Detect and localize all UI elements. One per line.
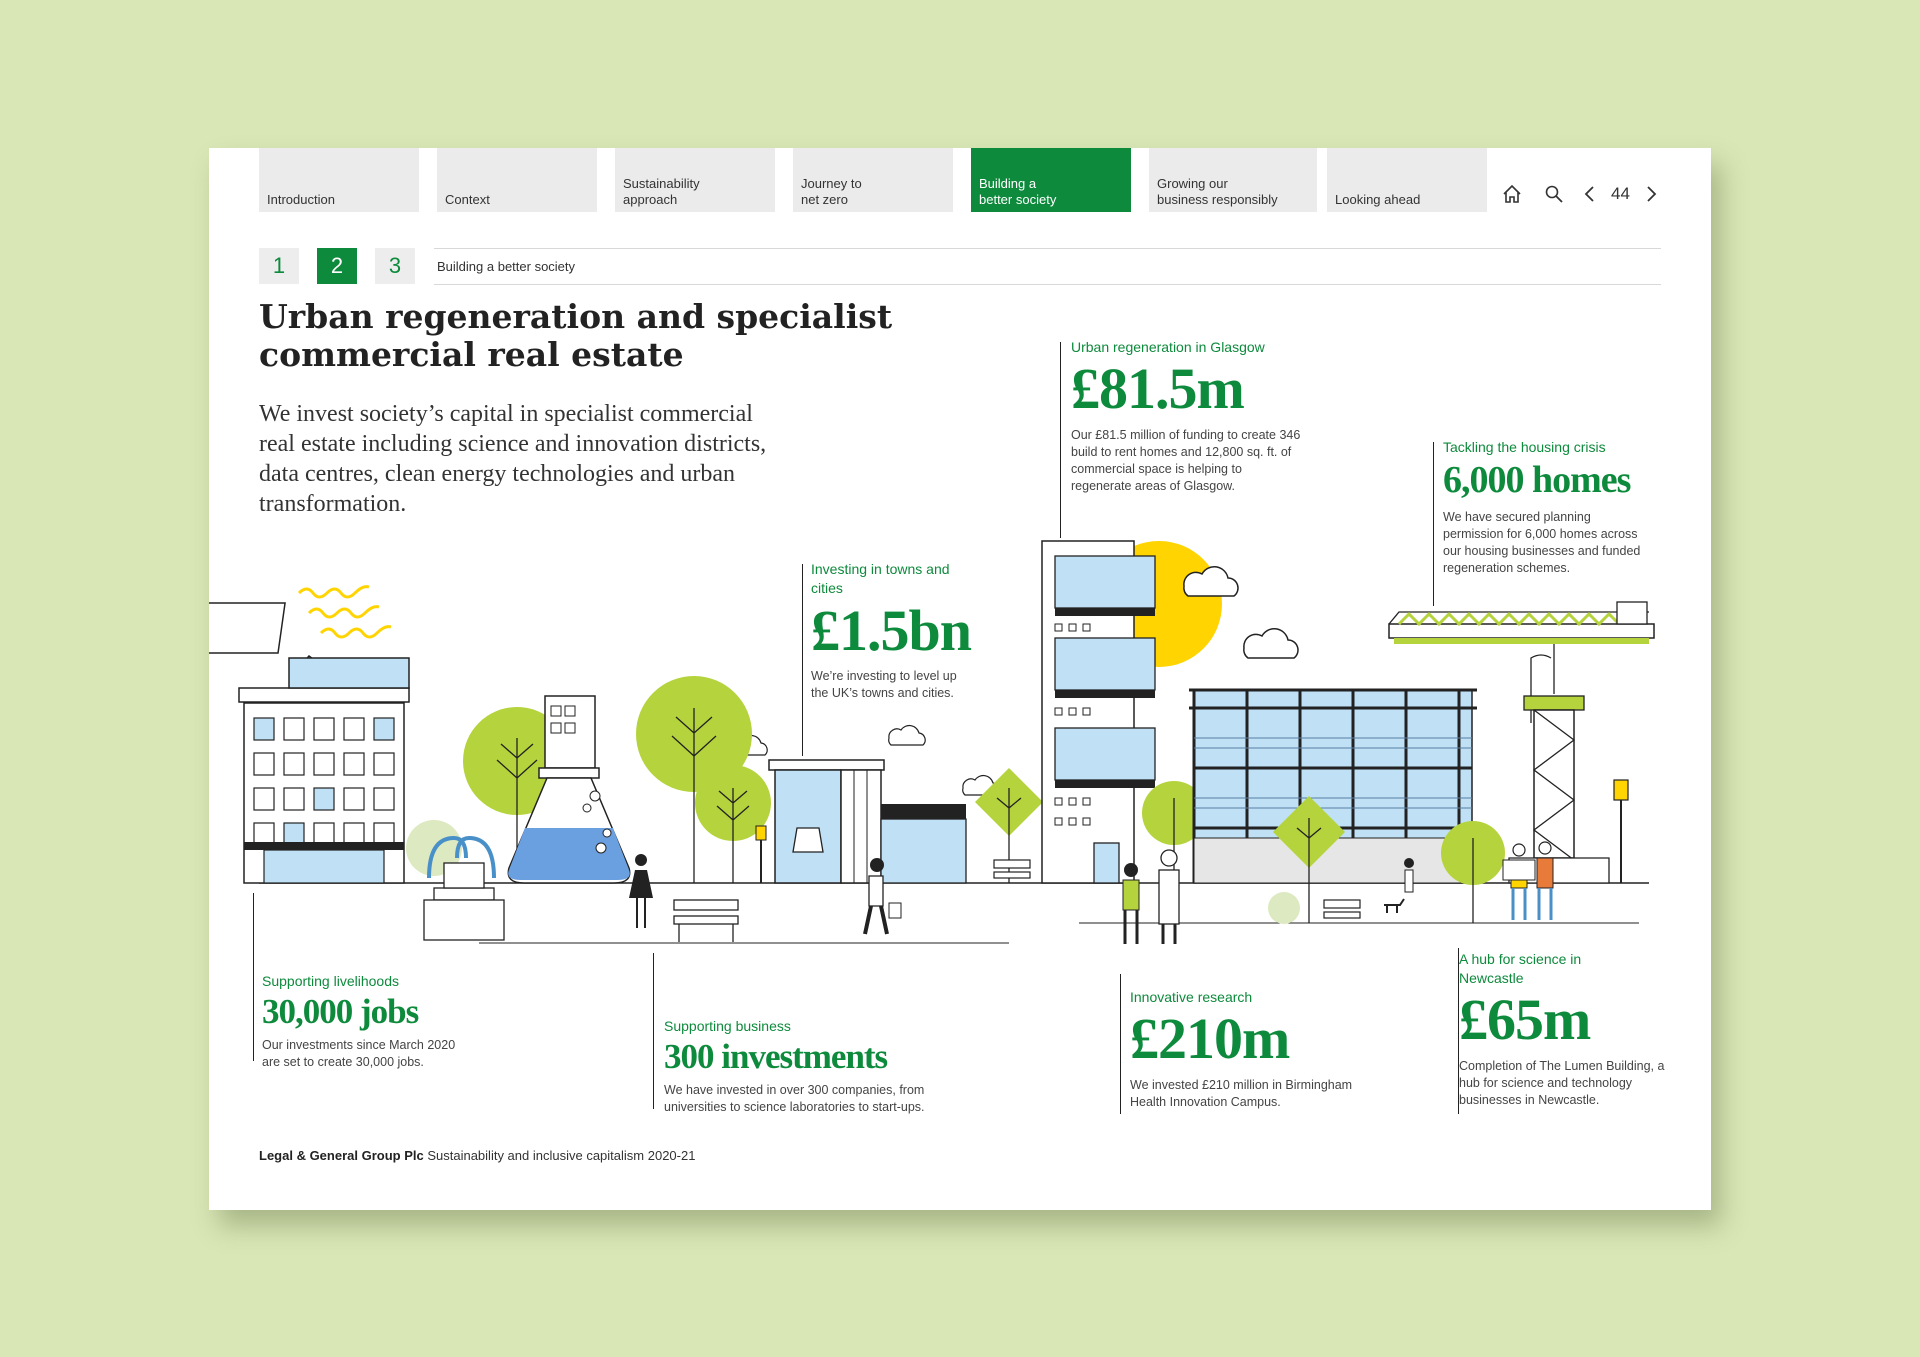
stat-label: Investing in towns and cities <box>811 561 950 596</box>
stat-label: A hub for science in Newcastle <box>1459 951 1582 986</box>
stat-value: £81.5m <box>1071 356 1244 421</box>
tree-illustration <box>1441 821 1505 923</box>
stat-value: 30,000 jobs <box>262 992 419 1031</box>
tab-label: Looking ahead <box>1335 192 1421 207</box>
bench-illustration <box>994 860 1030 878</box>
cloud-icon <box>889 726 925 745</box>
heat-waves <box>299 587 391 637</box>
bush-illustration <box>1268 892 1300 924</box>
stat-value: £1.5bn <box>811 598 972 663</box>
stat-value: £210m <box>1130 1006 1290 1071</box>
stat-newcastle <box>1459 950 1679 1109</box>
page-title: Urban regeneration and specialist commercial real estate <box>259 297 893 374</box>
stat-business <box>664 1017 964 1116</box>
stat-jobs <box>262 972 532 1071</box>
stat-label: Innovative research <box>1130 989 1253 1005</box>
tab-label: Introduction <box>267 192 335 207</box>
tab-label: Journey to net zero <box>801 176 862 207</box>
stat-glasgow <box>1071 338 1321 495</box>
apartment-tower-illustration <box>1042 541 1155 883</box>
bench-illustration <box>674 900 738 942</box>
subsection-3-button[interactable]: 3 <box>375 248 415 284</box>
tree-illustration <box>695 765 771 883</box>
stat-description: Our investments since March 2020 are set to create 30,000 jobs. <box>262 1038 456 1069</box>
tab-label: Growing our business responsibly <box>1157 176 1278 207</box>
stat-label: Supporting business <box>664 1018 791 1034</box>
stat-value: 300 investments <box>664 1037 888 1076</box>
footer-company: Legal & General Group Plc <box>259 1148 424 1163</box>
subsection-1-button[interactable]: 1 <box>259 248 299 284</box>
connector-line <box>653 953 654 1109</box>
breadcrumb: Building a better society <box>437 259 576 274</box>
stat-description: We’re investing to level up the UK’s towns and cities. <box>811 669 957 700</box>
connector-line <box>802 564 803 756</box>
page-number: 44 <box>1611 184 1630 203</box>
stat-label: Tackling the housing crisis <box>1443 439 1606 455</box>
stat-housing <box>1443 438 1688 577</box>
person-illustration <box>1159 850 1179 944</box>
person-illustration <box>629 854 653 928</box>
stat-value: 6,000 homes <box>1443 459 1631 501</box>
connector-line <box>1433 442 1434 606</box>
lamp-post-illustration <box>1614 780 1628 883</box>
stat-towns <box>811 560 1011 702</box>
cloud-icon <box>1244 629 1298 658</box>
stat-description: We have secured planning permission for 6,000 homes across our housing businesses and funded regeneration schemes. <box>1443 510 1641 575</box>
tab-label: Building a better society <box>979 176 1057 207</box>
tab-label: Sustainability approach <box>623 176 700 207</box>
connector-line <box>253 893 254 1061</box>
page-footer <box>259 1148 695 1163</box>
stat-research <box>1130 988 1390 1111</box>
connector-line <box>1120 974 1121 1114</box>
bench-illustration <box>1324 900 1360 918</box>
subsection-2-button[interactable]: 2 <box>317 248 357 284</box>
stat-value: £65m <box>1459 987 1591 1052</box>
tab-label: Context <box>445 192 490 207</box>
office-building-illustration <box>209 587 409 883</box>
stat-description: Completion of The Lumen Building, a hub for science and technology businesses in Newcastle. <box>1459 1059 1665 1107</box>
stat-label: Urban regeneration in Glasgow <box>1071 339 1265 355</box>
stat-description: We have invested in over 300 companies, from universities to science laboratories to start-ups. <box>664 1083 925 1114</box>
shop-building-illustration <box>769 760 966 883</box>
report-page <box>209 148 1711 1210</box>
intro-paragraph: We invest society’s capital in specialist commercial real estate including science and innovation districts, data centres, clean energy technologies and urban transformation. <box>259 401 767 517</box>
lamp-post-illustration <box>756 826 766 883</box>
stat-description: We invested £210 million in Birmingham Health Innovation Campus. <box>1130 1078 1353 1109</box>
stat-description: Our £81.5 million of funding to create 346 build to rent homes and 12,800 sq. ft. of commercial space is helping to regenerate areas of Glasgow. <box>1071 428 1301 493</box>
footer-report-title: Sustainability and inclusive capitalism 2020-21 <box>427 1148 696 1163</box>
glass-office-illustration <box>1189 690 1477 883</box>
stat-label: Supporting livelihoods <box>262 973 399 989</box>
connector-line <box>1060 342 1061 538</box>
